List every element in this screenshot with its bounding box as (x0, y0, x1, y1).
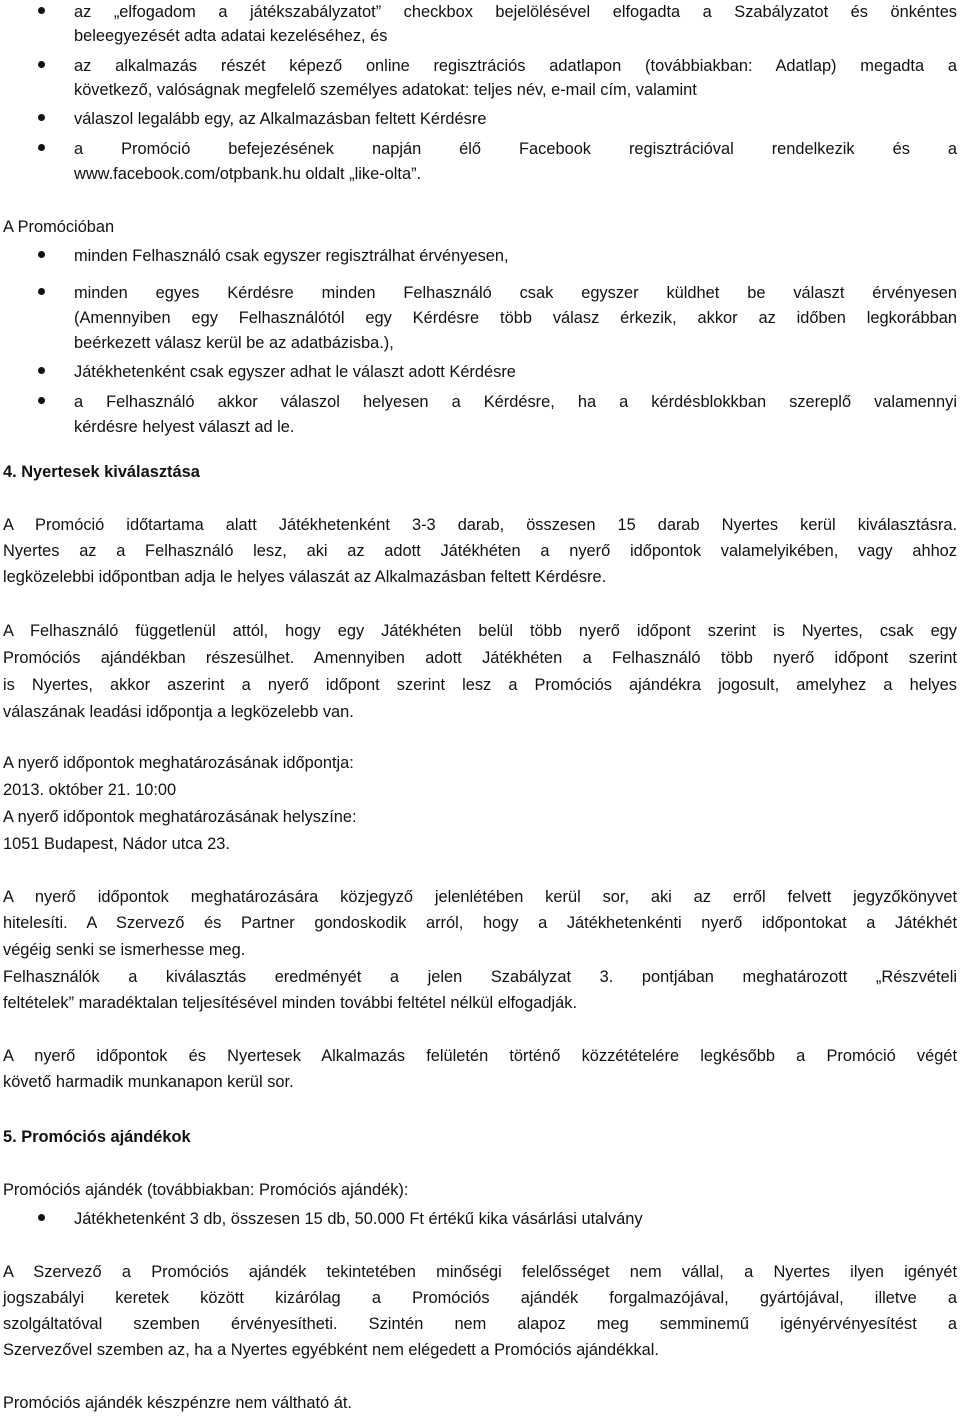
intro-bullet-4-line-2: www.facebook.com/otpbank.hu oldalt „like-olta”. (74, 165, 422, 183)
s4-para3-line-3: végéig senki se ismerhesse meg. (3, 941, 246, 959)
s5-closing: Promóciós ajándék készpénzre nem váltható át. (3, 1394, 352, 1412)
s4-para1-line-3: legközelebbi időpontban adja le helyes válaszát az Alkalmazásban feltett Kérdésre. (3, 568, 607, 586)
s4-para2-line-2: Promóciós ajándékban részesülhet. Amennyiben adott Játékhéten a Felhasználó több nyerő időpont szerint (3, 649, 957, 667)
s4-place-value: 1051 Budapest, Nádor utca 23. (3, 835, 230, 853)
intro-bullet-1-line-1: az „elfogadom a játékszabályzatot” checkbox bejelölésével elfogadta a Szabályzatot és önkéntes (74, 3, 957, 21)
promo-bullet-2-line-1: minden egyes Kérdésre minden Felhasználó csak egyszer küldhet be választ érvényesen (74, 284, 957, 302)
s4-para2-line-3: is Nyertes, akkor aszerint a nyerő időpont szerint lesz a Promóciós ajándékra jogosult, amelyhez a helyes (3, 676, 957, 694)
s5-para1-line-4: Szervezővel szemben az, ha a Nyertes egyébként nem elégedett a Promóciós ajándékkal. (3, 1341, 659, 1359)
s4-para1-line-2: Nyertes az a Felhasználó lesz, aki az adott Játékhéten a nyerő időpontok valamelyikében, vagy ahhoz (3, 542, 957, 560)
section-5-heading: 5. Promóciós ajándékok (3, 1128, 191, 1146)
s4-para2-line-1: A Felhasználó függetlenül attól, hogy egy Játékhéten belül több nyerő időpont szerint is Nyertes, csak egy (3, 622, 957, 640)
bullet-icon (38, 367, 45, 374)
s4-para4-line-1: A nyerő időpontok és Nyertesek Alkalmazás felületén történő közzétételére legkésőbb a Promóció végét (3, 1047, 957, 1065)
s4-para3-line-2: hitelesíti. A Szervező és Partner gondoskodik arról, hogy a Játékhetenkénti nyerő időpontokat a Játékhét (3, 914, 957, 932)
bullet-icon (38, 397, 45, 404)
intro-bullet-3-line-1: válaszol legalább egy, az Alkalmazásban feltett Kérdésre (74, 110, 487, 128)
promo-bullet-2-line-3: beérkezett válasz kerül be az adatbázisba.), (74, 334, 394, 352)
section-4-heading: 4. Nyertesek kiválasztása (3, 463, 200, 481)
bullet-icon (38, 251, 45, 258)
bullet-icon (38, 144, 45, 151)
promo-bullet-4-line-1: a Felhasználó akkor válaszol helyesen a Kérdésre, ha a kérdésblokkban szereplő valamennyi (74, 393, 957, 411)
s5-para1-line-2: jogszabályi keretek között kizárólag a Promóciós ajándék forgalmazójával, gyártójával, illetve a (3, 1289, 957, 1307)
bullet-icon (38, 288, 45, 295)
s4-para3-line-5: feltételek” maradéktalan teljesítésével minden további feltétel nélkül elfogadják. (3, 994, 578, 1012)
promo-bullet-1-line-1: minden Felhasználó csak egyszer regisztrálhat érvényesen, (74, 247, 509, 265)
s5-intro: Promóciós ajándék (továbbiakban: Promóciós ajándék): (3, 1181, 409, 1199)
bullet-icon (38, 1214, 45, 1221)
s4-para2-line-4: válaszának leadási időpontja a legközelebb van. (3, 703, 354, 721)
s4-para3-line-4: Felhasználók a kiválasztás eredményét a jelen Szabályzat 3. pontjában meghatározott „Részvételi (3, 968, 957, 986)
s4-para4-line-2: követő harmadik munkanapon kerül sor. (3, 1073, 294, 1091)
intro-bullet-1-line-2: beleegyezését adta adatai kezeléséhez, és (74, 27, 388, 45)
intro-bullet-4-line-1: a Promóció befejezésének napján élő Facebook regisztrációval rendelkezik és a (74, 140, 957, 158)
s4-para1-line-1: A Promóció időtartama alatt Játékhetenként 3-3 darab, összesen 15 darab Nyertes kerül kiválasztásra. (3, 516, 957, 534)
s5-bullet: Játékhetenként 3 db, összesen 15 db, 50.000 Ft értékű kika vásárlási utalvány (74, 1210, 643, 1228)
intro-bullet-2-line-1: az alkalmazás részét képező online regisztrációs adatlapon (továbbiakban: Adatlap) megadta a (74, 57, 957, 75)
s4-para3-line-1: A nyerő időpontok meghatározására közjegyző jelenlétében kerül sor, aki az erről felvett jegyzőkönyvet (3, 888, 957, 906)
s5-para1-line-3: szolgáltatóval szemben érvényesítheti. Szintén nem alapoz meg semminemű igényérvényesítést a (3, 1315, 957, 1333)
promo-bullet-4-line-2: kérdésre helyest választ ad le. (74, 418, 295, 436)
bullet-icon (38, 61, 45, 68)
intro-bullet-2-line-2: következő, valóságnak megfelelő személyes adatokat: teljes név, e-mail cím, valamint (74, 81, 697, 99)
promo-bullet-3-line-1: Játékhetenként csak egyszer adhat le választ adott Kérdésre (74, 363, 516, 381)
s5-para1-line-1: A Szervező a Promóciós ajándék tekintetében minőségi felelősséget nem vállal, a Nyertes ilyen igényét (3, 1263, 957, 1281)
bullet-icon (38, 7, 45, 14)
s4-place-label: A nyerő időpontok meghatározásának helyszíne: (3, 808, 357, 826)
s4-date-label: A nyerő időpontok meghatározásának időpontja: (3, 754, 354, 772)
promo-bullet-2-line-2: (Amennyiben egy Felhasználótól egy Kérdésre több válasz érkezik, akkor az időben legkorábban (74, 309, 957, 327)
promo-heading: A Promócióban (3, 218, 115, 236)
bullet-icon (38, 114, 45, 121)
s4-date-value: 2013. október 21. 10:00 (3, 781, 177, 799)
